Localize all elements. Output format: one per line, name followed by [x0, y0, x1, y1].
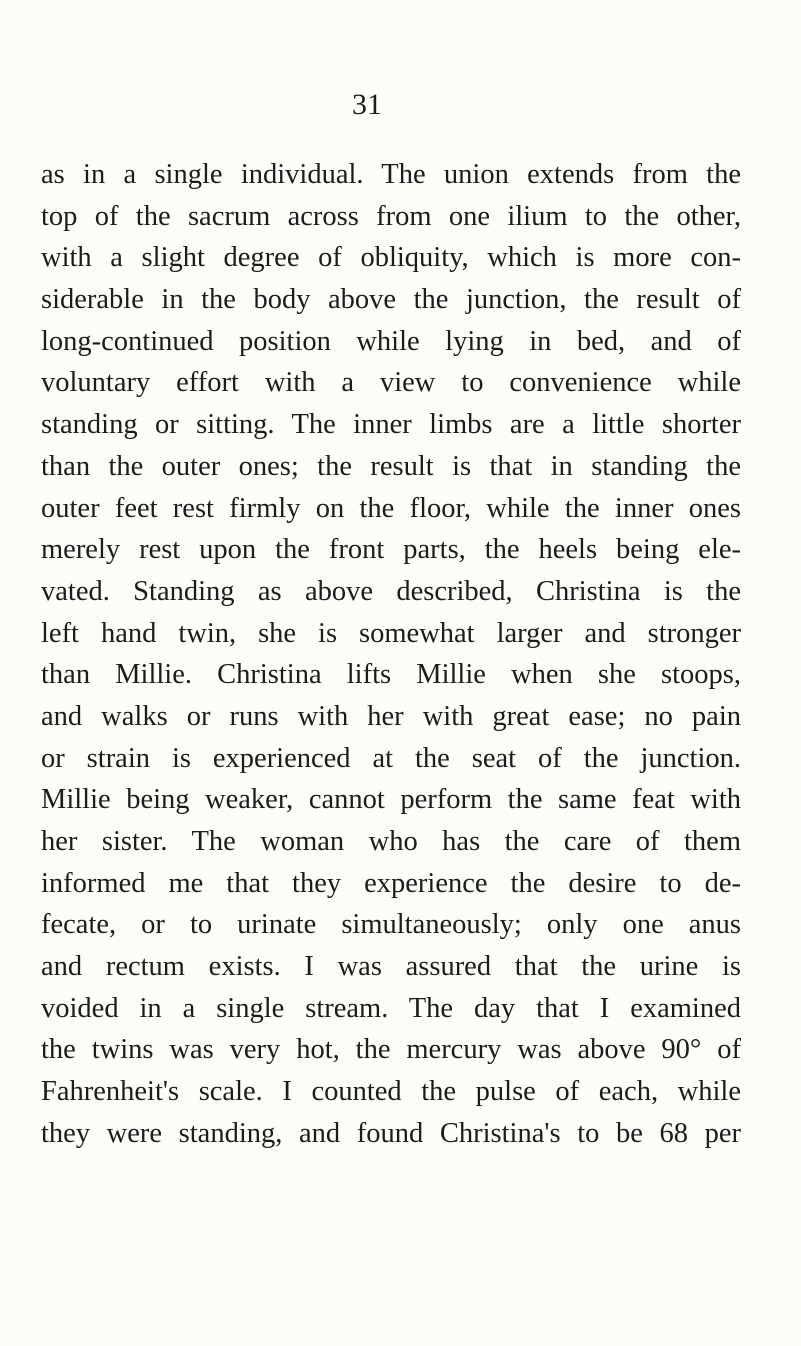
text-line: and rectum exists. I was assured that the urine is — [41, 951, 741, 983]
body-text — [41, 154, 741, 1155]
text-line: outer feet rest firmly on the floor, while the inner ones — [41, 492, 741, 524]
text-line: siderable in the body above the junction, the result of — [41, 284, 741, 316]
text-line: voided in a single stream. The day that I examined — [41, 992, 741, 1024]
text-line: informed me that they experience the desire to de- — [41, 867, 741, 899]
text-line: voluntary effort with a view to convenience while — [41, 367, 741, 399]
text-line: Millie being weaker, cannot perform the same feat with — [41, 784, 741, 816]
text-line: than Millie. Christina lifts Millie when she stoops, — [41, 659, 741, 691]
text-line: top of the sacrum across from one ilium to the other, — [41, 200, 741, 232]
text-line: fecate, or to urinate simultaneously; only one anus — [41, 909, 741, 941]
text-line: they were standing, and found Christina's to be 68 per — [41, 1117, 741, 1149]
text-line: the twins was very hot, the mercury was above 90° of — [41, 1034, 741, 1066]
text-line: Fahrenheit's scale. I counted the pulse of each, while — [41, 1076, 741, 1108]
text-line: merely rest upon the front parts, the heels being ele- — [41, 534, 741, 566]
page-number: 31 — [352, 88, 382, 121]
text-line: vated. Standing as above described, Christina is the — [41, 575, 741, 607]
text-line: with a slight degree of obliquity, which is more con- — [41, 242, 741, 274]
text-line: or strain is experienced at the seat of the junction. — [41, 742, 741, 774]
text-line: standing or sitting. The inner limbs are a little shorter — [41, 409, 741, 441]
text-line: than the outer ones; the result is that in standing the — [41, 450, 741, 482]
text-line: and walks or runs with her with great ease; no pain — [41, 700, 741, 732]
text-line: as in a single individual. The union extends from the — [41, 159, 741, 190]
text-line: long-continued position while lying in bed, and of — [41, 325, 741, 357]
text-line: left hand twin, she is somewhat larger and stronger — [41, 617, 741, 649]
text-line: her sister. The woman who has the care of them — [41, 826, 741, 857]
